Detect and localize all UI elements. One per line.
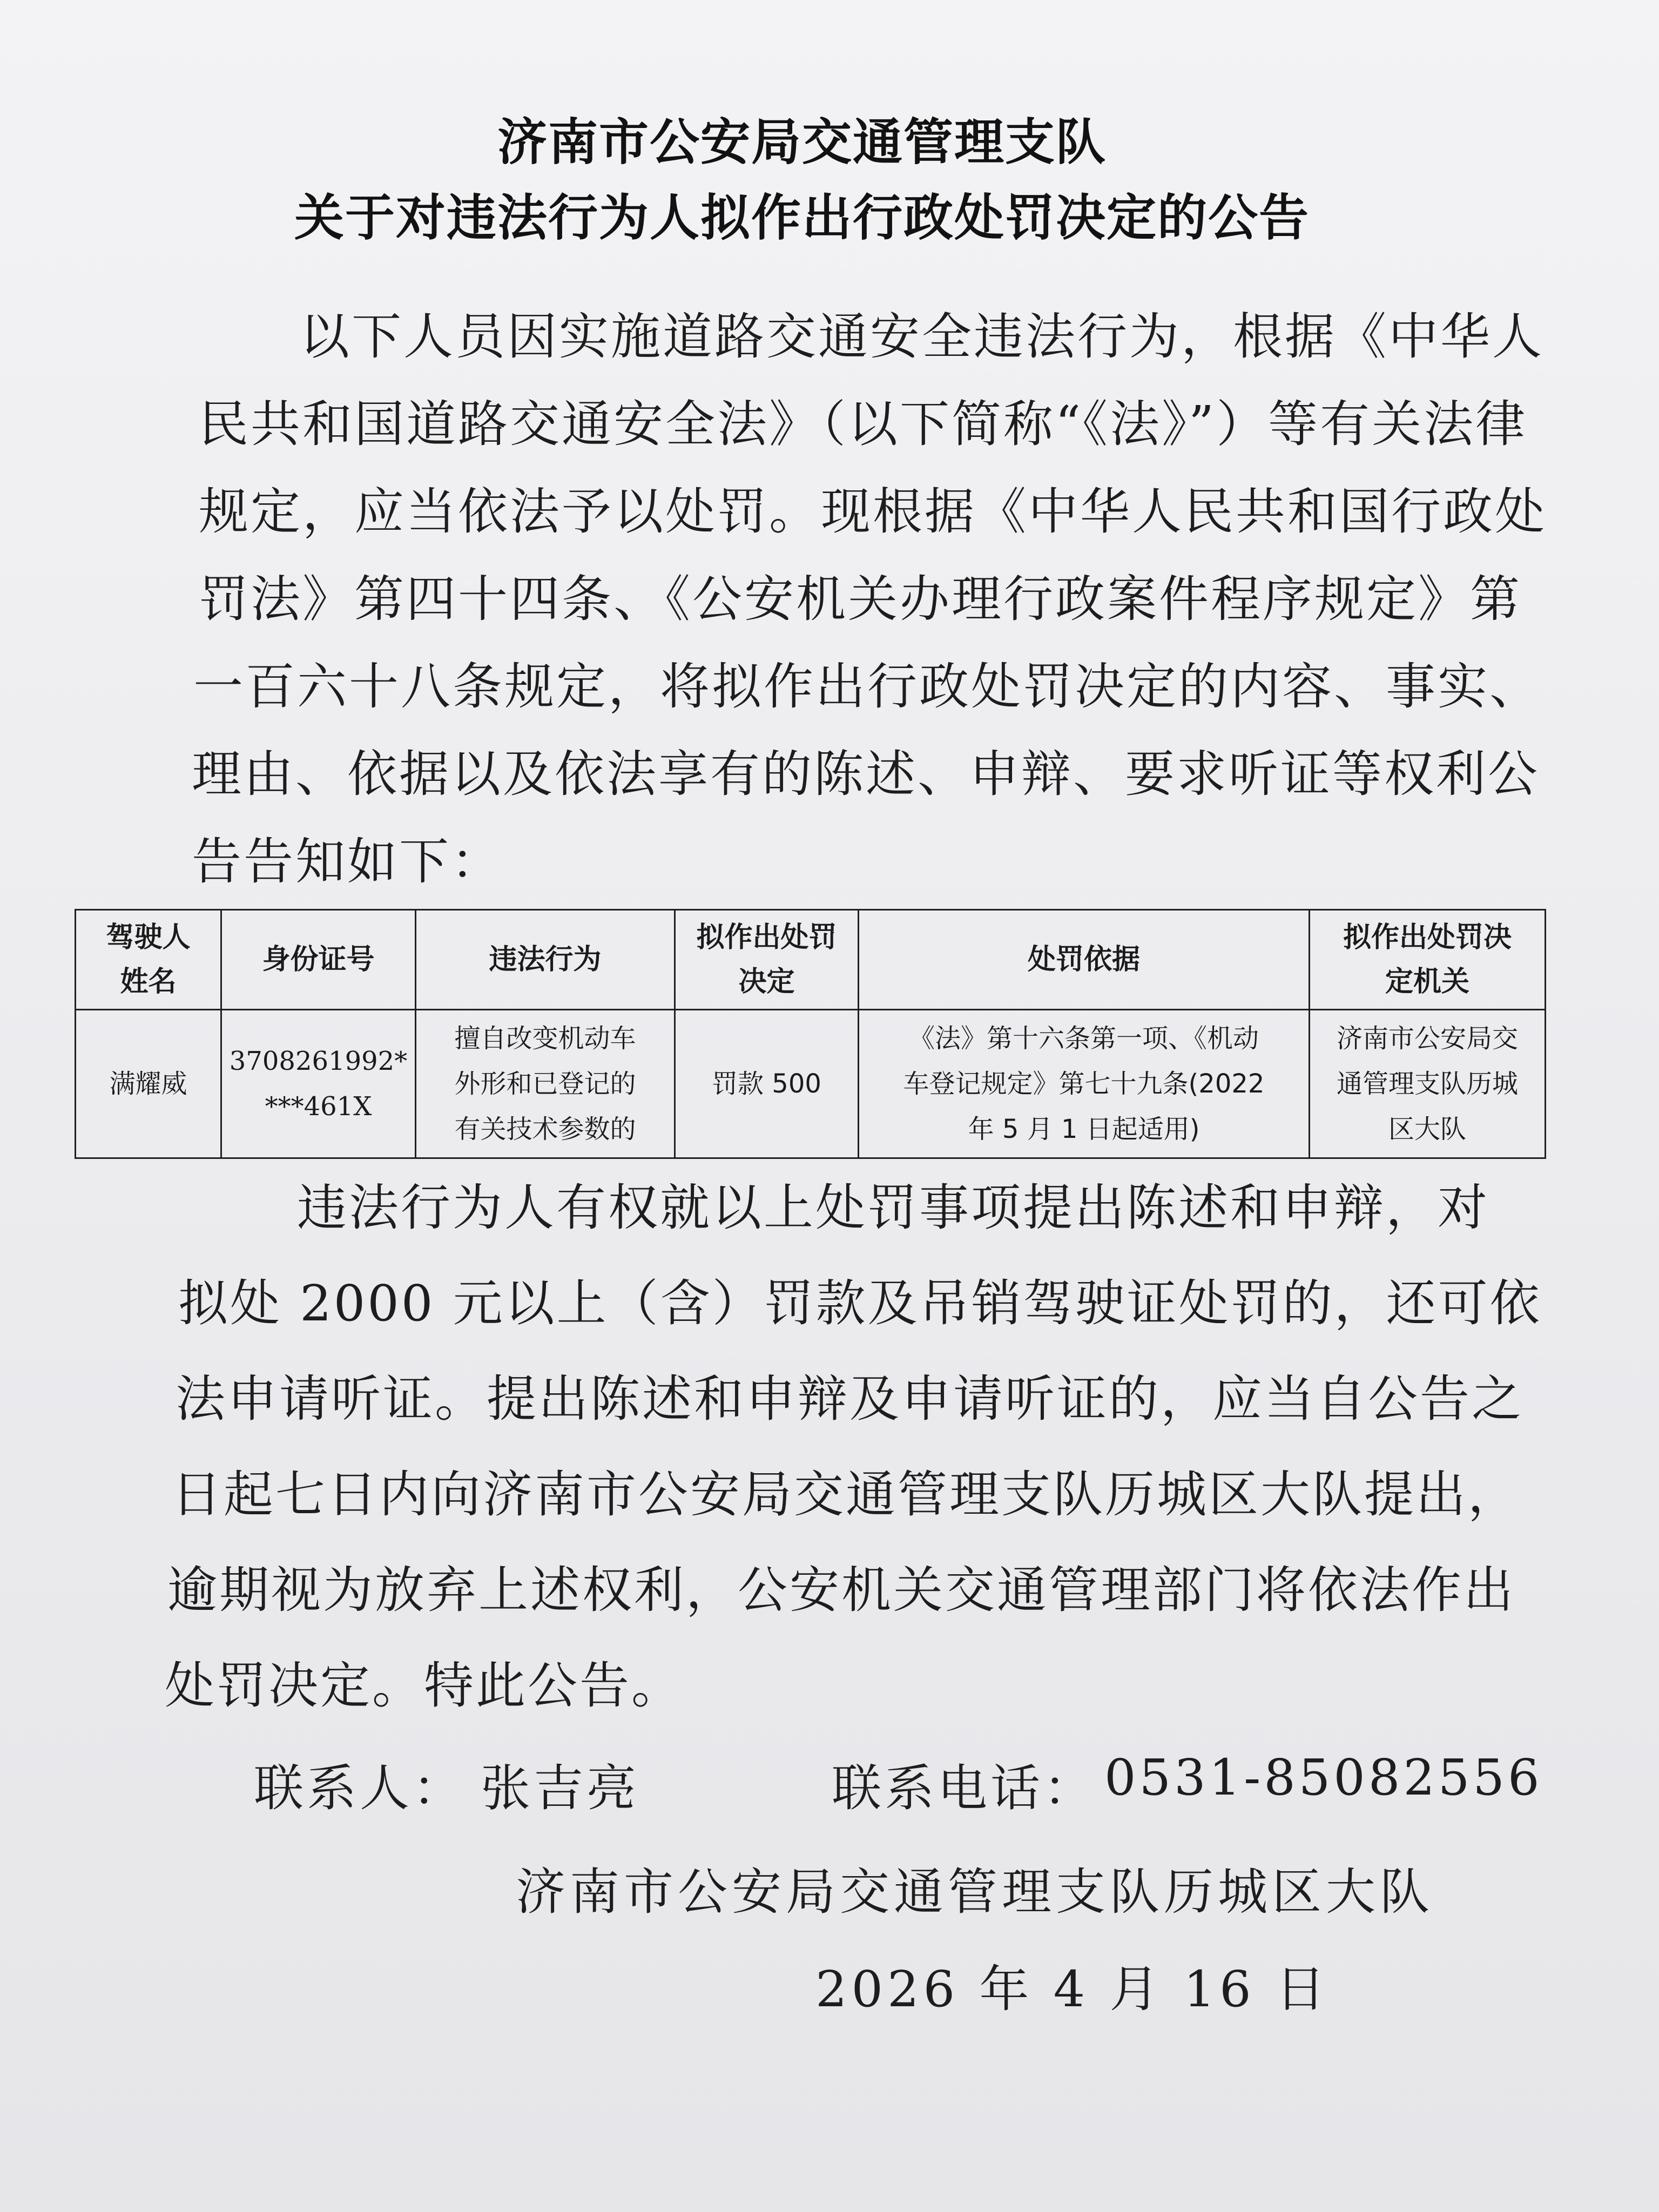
intro-line-1: 以下人员因实施道路交通安全违法行为，根据《中华人: [300, 308, 1545, 366]
notice-title-line-2: 关于对违法行为人拟作出行政处罚决定的公告: [294, 189, 1310, 247]
penalty-table-wrapper: [75, 909, 1545, 1159]
intro-line-2: 民共和国道路交通安全法》（以下简称“《法》”）等有关法律: [199, 395, 1528, 453]
cell-driver-name: 满耀威: [76, 1010, 221, 1158]
issue-date: 2026 年 4 月 16 日: [815, 1960, 1330, 2018]
cell-deciding-authority: 济南市公安局交 通管理支队历城 区大队: [1310, 1010, 1546, 1158]
header-proposed-penalty: 拟作出处罚 决定: [675, 910, 859, 1010]
rights-line-2: 拟处 2000 元以上（含）罚款及吊销驾驶证处罚的，还可依: [178, 1274, 1542, 1332]
rights-line-6: 处罚决定。特此公告。: [165, 1657, 684, 1715]
contact-person-label: 联系人：: [254, 1759, 466, 1817]
penalty-table: [75, 909, 1546, 1159]
intro-line-7: 告告知如下：: [192, 833, 503, 891]
header-deciding-authority: 拟作出处罚决 定机关: [1310, 910, 1546, 1010]
table-header-row: [76, 910, 1546, 1010]
cell-proposed-penalty: 罚款 500: [675, 1010, 859, 1158]
issuing-organization: 济南市公安局交通管理支队历城区大队: [516, 1863, 1434, 1921]
contact-phone-label: 联系电话：: [832, 1759, 1097, 1817]
intro-line-4: 罚法》第四十四条、《公安机关办理行政案件程序规定》第: [199, 570, 1522, 628]
cell-penalty-basis: 《法》第十六条第一项、《机动 车登记规定》第七十九条(2022 年 5 月 1 日起适用): [859, 1010, 1310, 1158]
contact-person-name: 张吉亮: [481, 1759, 640, 1817]
header-penalty-basis: 处罚依据: [859, 910, 1310, 1010]
header-violation: 违法行为: [416, 910, 675, 1010]
header-id-number: 身份证号: [221, 910, 416, 1010]
rights-line-4: 日起七日内向济南市公安局交通管理支队历城区大队提出，: [172, 1466, 1520, 1523]
notice-title-line-1: 济南市公安局交通管理支队: [497, 113, 1107, 171]
header-driver-name: 驾驶人 姓名: [76, 910, 221, 1010]
intro-line-3: 规定，应当依法予以处罚。现根据《中华人民共和国行政处: [199, 483, 1547, 541]
rights-line-3: 法申请听证。提出陈述和申辩及申请听证的，应当自公告之: [176, 1370, 1524, 1428]
cell-id-number: 3708261992* ***461X: [221, 1010, 416, 1158]
table-row: [76, 1010, 1546, 1158]
cell-violation: 擅自改变机动车 外形和已登记的 有关技术参数的: [416, 1010, 675, 1158]
intro-line-6: 理由、依据以及依法享有的陈述、申辩、要求听证等权利公: [192, 745, 1540, 803]
contact-phone-value: 0531-85082556: [1104, 1749, 1543, 1806]
rights-line-1: 违法行为人有权就以上处罚事项提出陈述和申辩，对: [297, 1179, 1490, 1237]
rights-line-5: 逾期视为放弃上述权利，公安机关交通管理部门将依法作出: [167, 1561, 1516, 1619]
intro-line-5: 一百六十八条规定，将拟作出行政处罚决定的内容、事实、: [193, 658, 1542, 716]
